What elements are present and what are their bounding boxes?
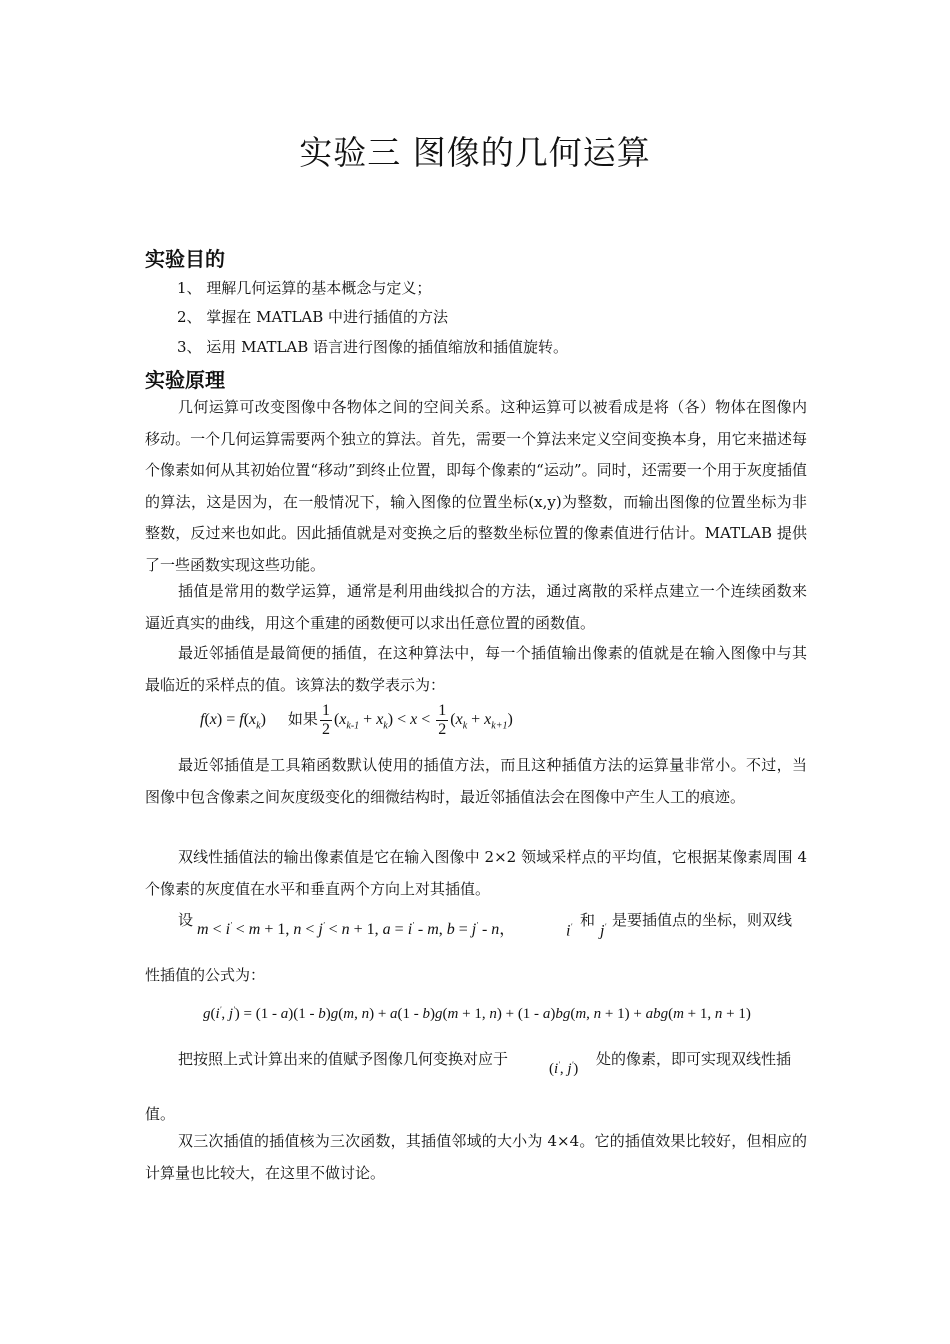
- formula-nearest-neighbor: $f(x) = f(x_k)$ 如果 $\frac{1}{2}$ $(x_{k-1} + x_k) < x$ < $\frac{1}{2}$ $(x_k + x_{k+1})$: [200, 702, 513, 738]
- text-fragment: 设: [178, 911, 194, 929]
- paragraph: 双三次插值的插值核为三次函数，其插值邻域的大小为 4×4。它的插值效果比较好，但相应的计算量也比较大，在这里不做讨论。: [145, 1132, 807, 1182]
- math-i-prime: i': [566, 922, 573, 940]
- math-coordinate: (i', j'): [549, 1060, 579, 1077]
- formula-bilinear-conditions: m < i' < m + 1, n < j' < n + 1, a = i' - m, b = j' - n，: [197, 920, 516, 938]
- paragraph: 最近邻插值是最简便的插值，在这种算法中，每一个插值输出像素的值就是在输入图像中与其最临近的采样点的值。该算法的数学表示为：: [145, 644, 807, 694]
- section-heading-principle: 实验原理: [145, 368, 225, 392]
- formula-condition-label: 如果: [287, 710, 318, 729]
- text-fragment: 把按照上式计算出来的值赋予图像几何变换对应于: [178, 1050, 509, 1068]
- math-j-prime: j': [600, 922, 607, 940]
- text-fragment: 值。: [145, 1105, 176, 1123]
- paragraph: 最近邻插值是工具箱函数默认使用的插值方法，而且这种插值方法的运算量非常小。不过，当图像中包含像素之间灰度级变化的细微结构时，最近邻插值法会在图像中产生人工的痕迹。: [145, 756, 807, 806]
- list-item: 1、 理解几何运算的基本概念与定义；: [177, 279, 432, 297]
- text-fragment: 是要插值点的坐标，则双线: [612, 911, 793, 929]
- paragraph: 几何运算可改变图像中各物体之间的空间关系。这种运算可以被看成是将（各）物体在图像内移动。一个几何运算需要两个独立的算法。首先，需要一个算法来定义空间变换本身，用它来描述每个像素如何从其初始位置“移动”到终止位置，即每个像素的“运动”。同时，还需要一个用于灰度插值的算法，这是因为，在一般情况下，输入图像的位置坐标(x,y)为整数，而输出图像的位置坐标为非整数，反过来也如此。因此插值就是对变换之后的整数坐标位置的像素值进行估计。MATLAB 提供了一些函数实现这些功能。: [145, 398, 807, 574]
- paragraph: 双线性插值法的输出像素值是它在输入图像中 2×2 领域采样点的平均值，它根据某像素周围 4 个像素的灰度值在水平和垂直两个方向上对其插值。: [145, 848, 807, 898]
- section-heading-purpose: 实验目的: [145, 247, 225, 271]
- list-item: 2、 掌握在 MATLAB 中进行插值的方法: [177, 308, 449, 326]
- text-fragment: 处的像素，即可实现双线性插: [596, 1050, 792, 1068]
- paragraph: 插值是常用的数学运算，通常是利用曲线拟合的方法，通过离散的采样点建立一个连续函数来逼近真实的曲线，用这个重建的函数便可以求出任意位置的函数值。: [145, 582, 807, 632]
- formula-bilinear: g(i', j') = (1 - a)(1 - b)g(m, n) + a(1 - b)g(m + 1, n) + (1 - a)bg(m, n + 1) + abg(m + 1, n + 1): [203, 1005, 751, 1022]
- page-title: 实验三 图像的几何运算: [299, 133, 651, 172]
- text-fragment: 和: [580, 911, 596, 929]
- list-item: 3、 运用 MATLAB 语言进行图像的插值缩放和插值旋转。: [177, 338, 569, 356]
- text-fragment: 性插值的公式为：: [145, 966, 266, 984]
